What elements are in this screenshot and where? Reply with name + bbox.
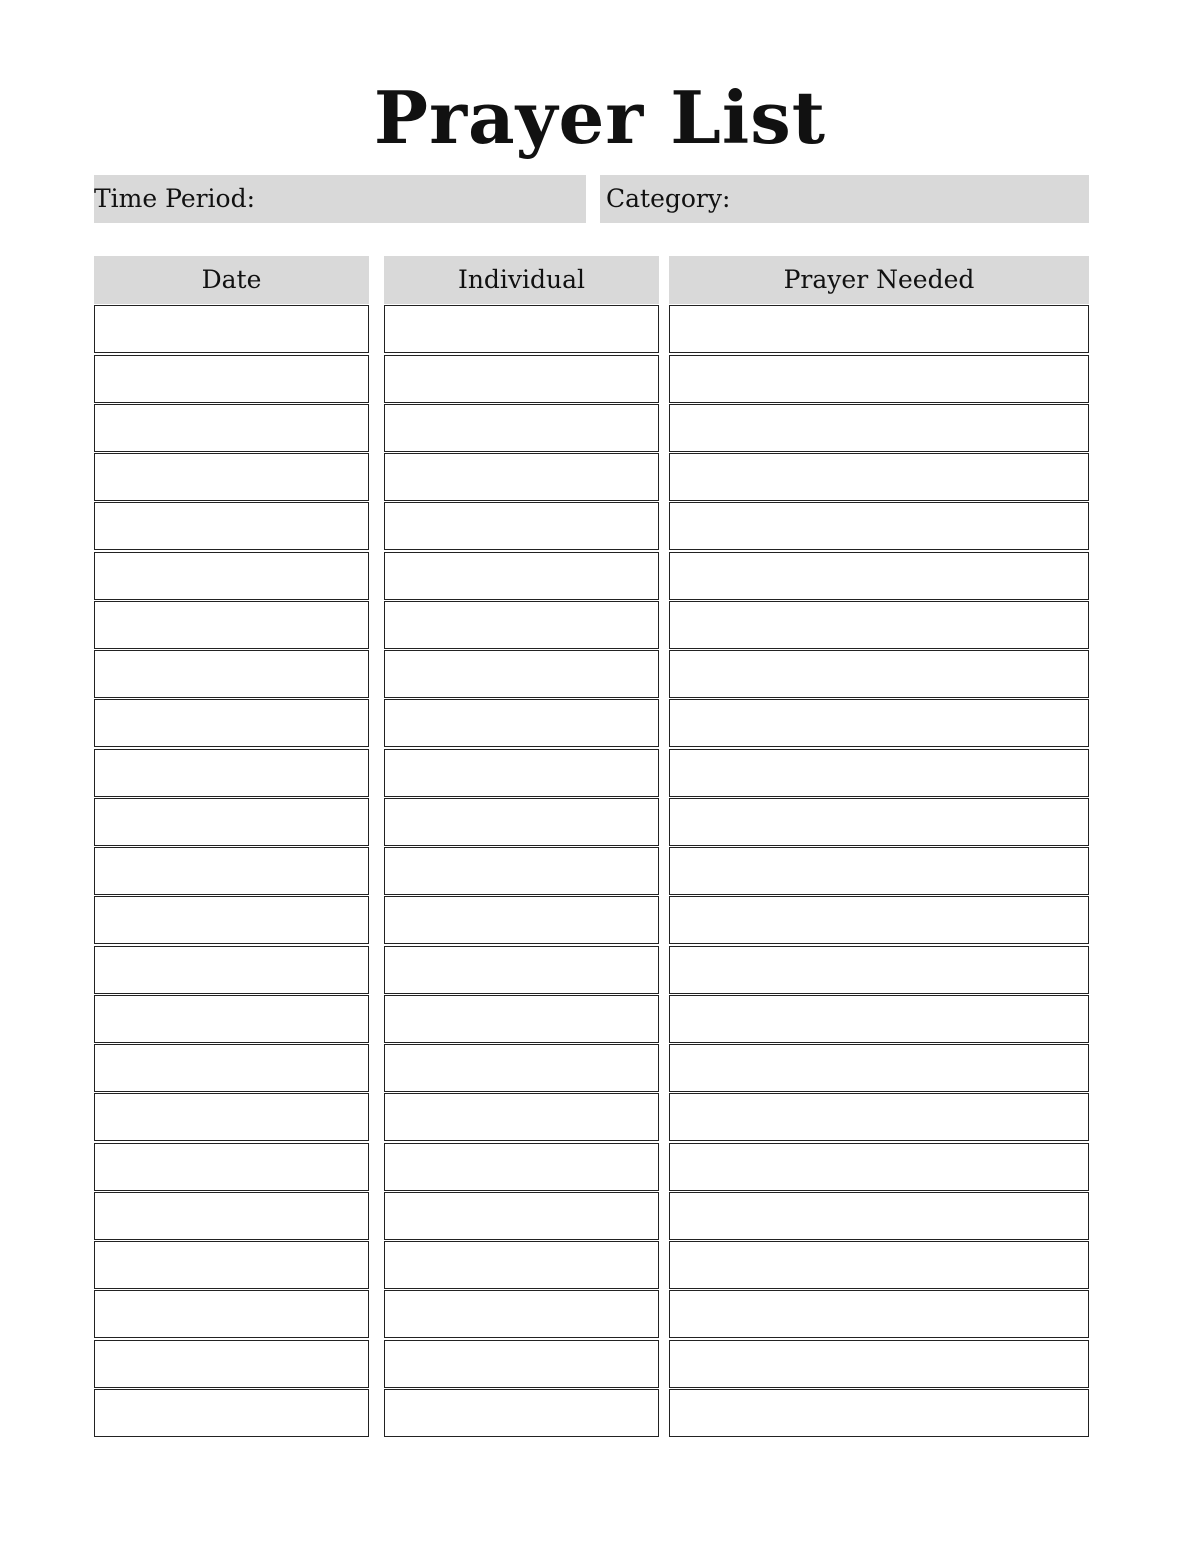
individual-cell[interactable]: [384, 305, 659, 353]
prayer-needed-column: [669, 256, 1089, 1437]
prayer-needed-cell[interactable]: [669, 650, 1089, 698]
individual-cell[interactable]: [384, 601, 659, 649]
prayer-needed-cell[interactable]: [669, 1143, 1089, 1191]
individual-column-header: Individual: [384, 256, 659, 304]
date-cell[interactable]: [94, 355, 369, 403]
prayer-needed-cell[interactable]: [669, 995, 1089, 1043]
date-cell[interactable]: [94, 1044, 369, 1092]
date-column-header: Date: [94, 256, 369, 304]
prayer-needed-cell[interactable]: [669, 1192, 1089, 1240]
prayer-needed-cell[interactable]: [669, 502, 1089, 550]
individual-cell[interactable]: [384, 847, 659, 895]
individual-cell[interactable]: [384, 1290, 659, 1338]
individual-cell[interactable]: [384, 1192, 659, 1240]
individual-cell[interactable]: [384, 798, 659, 846]
page-title: Prayer List: [373, 75, 827, 160]
prayer-needed-cell[interactable]: [669, 699, 1089, 747]
date-cells: [94, 305, 369, 1437]
date-cell[interactable]: [94, 847, 369, 895]
individual-cell[interactable]: [384, 1241, 659, 1289]
date-cell[interactable]: [94, 1143, 369, 1191]
individual-cell[interactable]: [384, 946, 659, 994]
prayer-needed-column-header: Prayer Needed: [669, 256, 1089, 304]
individual-cell[interactable]: [384, 1389, 659, 1437]
time-period-label: Time Period:: [94, 184, 256, 213]
date-cell[interactable]: [94, 404, 369, 452]
date-cell[interactable]: [94, 552, 369, 600]
date-cell[interactable]: [94, 798, 369, 846]
individual-cell[interactable]: [384, 650, 659, 698]
prayer-needed-cell[interactable]: [669, 404, 1089, 452]
prayer-needed-cells: [669, 305, 1089, 1437]
individual-cell[interactable]: [384, 404, 659, 452]
prayer-needed-cell[interactable]: [669, 1389, 1089, 1437]
individual-cell[interactable]: [384, 355, 659, 403]
prayer-needed-cell[interactable]: [669, 453, 1089, 501]
date-cell[interactable]: [94, 601, 369, 649]
date-cell[interactable]: [94, 1241, 369, 1289]
date-cell[interactable]: [94, 502, 369, 550]
individual-cell[interactable]: [384, 995, 659, 1043]
individual-cell[interactable]: [384, 453, 659, 501]
prayer-needed-cell[interactable]: [669, 847, 1089, 895]
category-field[interactable]: [600, 175, 1089, 223]
date-cell[interactable]: [94, 1389, 369, 1437]
individual-cell[interactable]: [384, 502, 659, 550]
prayer-needed-cell[interactable]: [669, 305, 1089, 353]
individual-column: [384, 256, 659, 1437]
prayer-needed-cell[interactable]: [669, 601, 1089, 649]
prayer-needed-cell[interactable]: [669, 896, 1089, 944]
individual-cell[interactable]: [384, 1044, 659, 1092]
date-cell[interactable]: [94, 1340, 369, 1388]
individual-cell[interactable]: [384, 896, 659, 944]
date-cell[interactable]: [94, 995, 369, 1043]
date-cell[interactable]: [94, 305, 369, 353]
prayer-needed-cell[interactable]: [669, 1093, 1089, 1141]
individual-cell[interactable]: [384, 1143, 659, 1191]
date-cell[interactable]: [94, 650, 369, 698]
date-cell[interactable]: [94, 1093, 369, 1141]
individual-cell[interactable]: [384, 552, 659, 600]
date-cell[interactable]: [94, 699, 369, 747]
prayer-needed-cell[interactable]: [669, 1290, 1089, 1338]
date-cell[interactable]: [94, 896, 369, 944]
date-cell[interactable]: [94, 1290, 369, 1338]
prayer-needed-cell[interactable]: [669, 1241, 1089, 1289]
prayer-needed-cell[interactable]: [669, 1044, 1089, 1092]
individual-cells: [384, 305, 659, 1437]
date-cell[interactable]: [94, 946, 369, 994]
date-cell[interactable]: [94, 453, 369, 501]
date-column: [94, 256, 369, 1437]
individual-cell[interactable]: [384, 749, 659, 797]
prayer-needed-cell[interactable]: [669, 798, 1089, 846]
date-cell[interactable]: [94, 1192, 369, 1240]
prayer-needed-cell[interactable]: [669, 552, 1089, 600]
prayer-needed-cell[interactable]: [669, 1340, 1089, 1388]
individual-cell[interactable]: [384, 1340, 659, 1388]
time-period-field[interactable]: [94, 175, 586, 223]
category-label: Category:: [606, 184, 731, 213]
prayer-needed-cell[interactable]: [669, 355, 1089, 403]
individual-cell[interactable]: [384, 1093, 659, 1141]
prayer-needed-cell[interactable]: [669, 946, 1089, 994]
date-cell[interactable]: [94, 749, 369, 797]
prayer-needed-cell[interactable]: [669, 749, 1089, 797]
individual-cell[interactable]: [384, 699, 659, 747]
